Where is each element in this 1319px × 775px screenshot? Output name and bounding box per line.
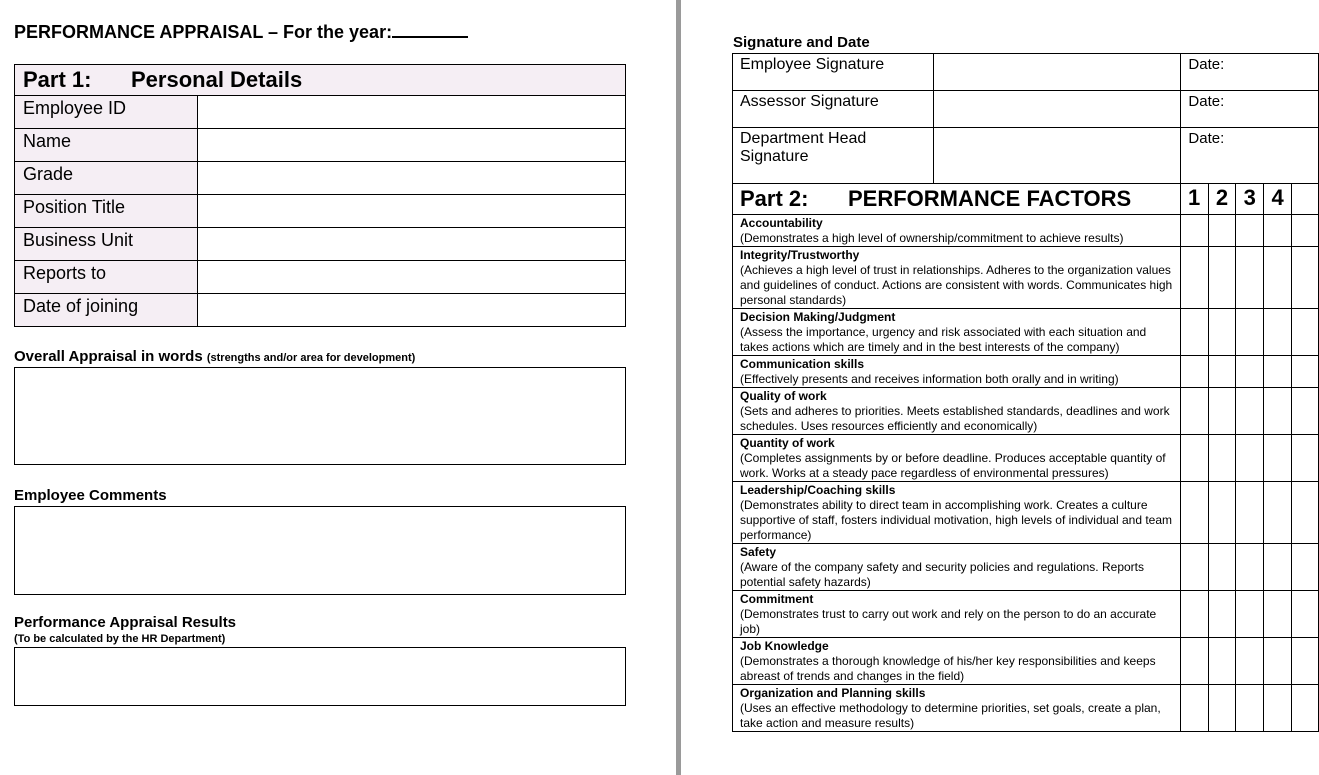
score-cell-5[interactable] <box>1292 591 1319 638</box>
document-title <box>14 20 468 43</box>
signature-field-department-head[interactable] <box>933 128 1181 184</box>
factor-description: (Aware of the company safety and security policies and regulations. Reports potential safety hazards) <box>740 560 1144 589</box>
field-label-name: Name <box>15 129 198 162</box>
field-label-date-of-joining: Date of joining <box>15 294 198 327</box>
score-cell-5[interactable] <box>1292 247 1319 309</box>
factor-row <box>733 215 1319 247</box>
score-cell-3[interactable] <box>1236 685 1264 732</box>
score-cell-4[interactable] <box>1264 482 1292 544</box>
score-cell-1[interactable] <box>1180 685 1208 732</box>
field-value-position-title[interactable] <box>198 195 626 228</box>
score-cell-2[interactable] <box>1208 544 1236 591</box>
factor-row <box>733 685 1319 732</box>
performance-factors-header <box>733 184 1319 215</box>
score-cell-4[interactable] <box>1264 388 1292 435</box>
score-cell-2[interactable] <box>1208 388 1236 435</box>
factor-cell <box>733 638 1181 685</box>
score-cell-5[interactable] <box>1292 215 1319 247</box>
factor-description: (Sets and adheres to priorities. Meets established standards, deadlines and work schedules. Uses resources efficiently and economically) <box>740 404 1170 433</box>
score-cell-3[interactable] <box>1236 591 1264 638</box>
score-cell-4[interactable] <box>1264 591 1292 638</box>
score-cell-1[interactable] <box>1180 388 1208 435</box>
factor-rows <box>733 215 1319 732</box>
score-cell-4[interactable] <box>1264 247 1292 309</box>
factor-cell <box>733 215 1181 247</box>
year-blank-field[interactable] <box>392 20 468 38</box>
score-cell-1[interactable] <box>1180 482 1208 544</box>
factor-row <box>733 638 1319 685</box>
signature-field-employee[interactable] <box>933 54 1181 91</box>
factor-name: Integrity/Trustworthy <box>740 248 860 262</box>
employee-comments-box[interactable] <box>14 506 626 595</box>
overall-appraisal-box[interactable] <box>14 367 626 465</box>
factor-description: (Assess the importance, urgency and risk associated with each situation and takes actions which are timely and in the best interests of the company) <box>740 325 1147 354</box>
field-row-grade <box>15 162 626 195</box>
score-cell-1[interactable] <box>1180 247 1208 309</box>
field-label-position-title: Position Title <box>15 195 198 228</box>
factor-description: (Demonstrates ability to direct team in accomplishing work. Creates a culture supportive of staff, fosters individual motivation, high levels of individual and team performance) <box>740 498 1173 542</box>
score-header-4: 4 <box>1264 184 1292 215</box>
field-value-name[interactable] <box>198 129 626 162</box>
factor-row <box>733 435 1319 482</box>
part1-label: Part 1: <box>23 67 92 92</box>
factor-cell <box>733 356 1181 388</box>
score-cell-3[interactable] <box>1236 544 1264 591</box>
factor-name: Commitment <box>740 592 814 606</box>
employee-comments-label: Employee Comments <box>14 487 167 504</box>
personal-details-header <box>15 65 626 96</box>
score-cell-5[interactable] <box>1292 685 1319 732</box>
field-row-name <box>15 129 626 162</box>
factor-name: Job Knowledge <box>740 639 829 653</box>
field-row-reports-to <box>15 261 626 294</box>
factor-name: Quality of work <box>740 389 827 403</box>
factor-row <box>733 309 1319 356</box>
signature-label-department-head: Department Head Signature <box>733 128 934 184</box>
score-cell-1[interactable] <box>1180 544 1208 591</box>
factor-row <box>733 247 1319 309</box>
score-cell-1[interactable] <box>1180 309 1208 356</box>
factor-row <box>733 591 1319 638</box>
performance-factors-table <box>732 183 1319 732</box>
field-row-position-title <box>15 195 626 228</box>
score-cell-5[interactable] <box>1292 482 1319 544</box>
page-divider <box>676 0 681 775</box>
score-header-5 <box>1292 184 1319 215</box>
factor-description: (Achieves a high level of trust in relationships. Adheres to the organization values and guidelines of conduct. Actions are consistent with words. Communicates high personal standards) <box>740 263 1173 307</box>
factor-description: (Uses an effective methodology to determine priorities, set goals, create a plan, take action and measure results) <box>740 701 1161 730</box>
field-row-business-unit <box>15 228 626 261</box>
score-cell-3[interactable] <box>1236 435 1264 482</box>
factor-name: Communication skills <box>740 357 865 371</box>
personal-details-table <box>14 64 626 327</box>
factor-row <box>733 544 1319 591</box>
signature-row-department-head <box>733 128 1319 184</box>
score-cell-2[interactable] <box>1208 215 1236 247</box>
performance-factors-title-cell <box>733 184 1181 215</box>
field-row-date-of-joining <box>15 294 626 327</box>
factor-cell <box>733 591 1181 638</box>
score-cell-5[interactable] <box>1292 544 1319 591</box>
signature-date-department-head[interactable]: Date: <box>1181 128 1319 184</box>
factor-name: Organization and Planning skills <box>740 686 926 700</box>
overall-appraisal-label <box>14 348 415 365</box>
score-cell-5[interactable] <box>1292 309 1319 356</box>
part2-label: Part 2: <box>740 186 809 211</box>
score-cell-4[interactable] <box>1264 544 1292 591</box>
factor-description: (Demonstrates a high level of ownership/commitment to achieve results) <box>740 231 1124 245</box>
score-cell-2[interactable] <box>1208 247 1236 309</box>
score-cell-2[interactable] <box>1208 309 1236 356</box>
score-cell-5[interactable] <box>1292 388 1319 435</box>
score-cell-3[interactable] <box>1236 247 1264 309</box>
signature-row-assessor <box>733 91 1319 128</box>
field-label-reports-to: Reports to <box>15 261 198 294</box>
score-cell-1[interactable] <box>1180 591 1208 638</box>
score-cell-4[interactable] <box>1264 309 1292 356</box>
field-label-business-unit: Business Unit <box>15 228 198 261</box>
score-cell-3[interactable] <box>1236 638 1264 685</box>
score-cell-2[interactable] <box>1208 685 1236 732</box>
factor-name: Quantity of work <box>740 436 835 450</box>
score-cell-4[interactable] <box>1264 215 1292 247</box>
factor-name: Safety <box>740 545 777 559</box>
score-cell-3[interactable] <box>1236 388 1264 435</box>
signature-date-assessor[interactable]: Date: <box>1181 91 1319 128</box>
score-cell-1[interactable] <box>1180 215 1208 247</box>
field-label-grade: Grade <box>15 162 198 195</box>
score-cell-3[interactable] <box>1236 482 1264 544</box>
field-value-business-unit[interactable] <box>198 228 626 261</box>
signature-label-employee: Employee Signature <box>733 54 934 91</box>
score-cell-5[interactable] <box>1292 435 1319 482</box>
factor-cell <box>733 544 1181 591</box>
score-cell-3[interactable] <box>1236 356 1264 388</box>
score-cell-1[interactable] <box>1180 356 1208 388</box>
score-cell-3[interactable] <box>1236 309 1264 356</box>
factor-cell <box>733 309 1181 356</box>
results-label: Performance Appraisal Results <box>14 614 237 631</box>
part2-title: PERFORMANCE FACTORS <box>848 186 1132 211</box>
field-label-employee-id: Employee ID <box>15 96 198 129</box>
signature-heading: Signature and Date <box>733 34 870 51</box>
score-header-3: 3 <box>1236 184 1264 215</box>
score-cell-4[interactable] <box>1264 356 1292 388</box>
results-note: (To be calculated by the HR Department) <box>14 633 226 645</box>
score-cell-4[interactable] <box>1264 638 1292 685</box>
score-cell-1[interactable] <box>1180 638 1208 685</box>
factor-description: (Demonstrates trust to carry out work and rely on the person to do an accurate job) <box>740 607 1157 636</box>
factor-cell <box>733 435 1181 482</box>
factor-cell <box>733 685 1181 732</box>
score-cell-5[interactable] <box>1292 356 1319 388</box>
score-cell-2[interactable] <box>1208 482 1236 544</box>
field-row-employee-id <box>15 96 626 129</box>
signature-label-assessor: Assessor Signature <box>733 91 934 128</box>
document-title-text: PERFORMANCE APPRAISAL – For the year: <box>14 22 393 42</box>
factor-row <box>733 356 1319 388</box>
factor-description: (Effectively presents and receives information both orally and in writing) <box>740 372 1119 386</box>
score-cell-1[interactable] <box>1180 435 1208 482</box>
factor-name: Decision Making/Judgment <box>740 310 896 324</box>
score-cell-3[interactable] <box>1236 215 1264 247</box>
signature-date-employee[interactable]: Date: <box>1181 54 1319 91</box>
factor-name: Accountability <box>740 216 823 230</box>
factor-description: (Demonstrates a thorough knowledge of his/her key responsibilities and keeps abreast of trends and changes in the field) <box>740 654 1156 683</box>
results-box[interactable] <box>14 647 626 706</box>
factor-cell <box>733 388 1181 435</box>
score-cell-4[interactable] <box>1264 685 1292 732</box>
score-cell-5[interactable] <box>1292 638 1319 685</box>
factor-row <box>733 482 1319 544</box>
score-cell-2[interactable] <box>1208 638 1236 685</box>
field-value-grade[interactable] <box>198 162 626 195</box>
factor-name: Leadership/Coaching skills <box>740 483 896 497</box>
field-value-employee-id[interactable] <box>198 96 626 129</box>
score-cell-2[interactable] <box>1208 435 1236 482</box>
overall-appraisal-label-text: Overall Appraisal in words <box>14 348 203 365</box>
factor-cell <box>733 247 1181 309</box>
factor-description: (Completes assignments by or before deadline. Produces acceptable quantity of work. Works at a steady pace regardless of environmental pressures) <box>740 451 1166 480</box>
score-header-2: 2 <box>1208 184 1236 215</box>
personal-details-header-cell <box>15 65 626 96</box>
score-cell-4[interactable] <box>1264 435 1292 482</box>
factor-cell <box>733 482 1181 544</box>
score-cell-2[interactable] <box>1208 356 1236 388</box>
field-value-reports-to[interactable] <box>198 261 626 294</box>
signature-field-assessor[interactable] <box>933 91 1181 128</box>
score-header-1: 1 <box>1180 184 1208 215</box>
signature-table <box>732 53 1319 184</box>
factor-row <box>733 388 1319 435</box>
field-value-date-of-joining[interactable] <box>198 294 626 327</box>
part1-title: Personal Details <box>131 67 303 92</box>
overall-appraisal-note: (strengths and/or area for development) <box>206 352 416 364</box>
score-cell-2[interactable] <box>1208 591 1236 638</box>
signature-row-employee <box>733 54 1319 91</box>
